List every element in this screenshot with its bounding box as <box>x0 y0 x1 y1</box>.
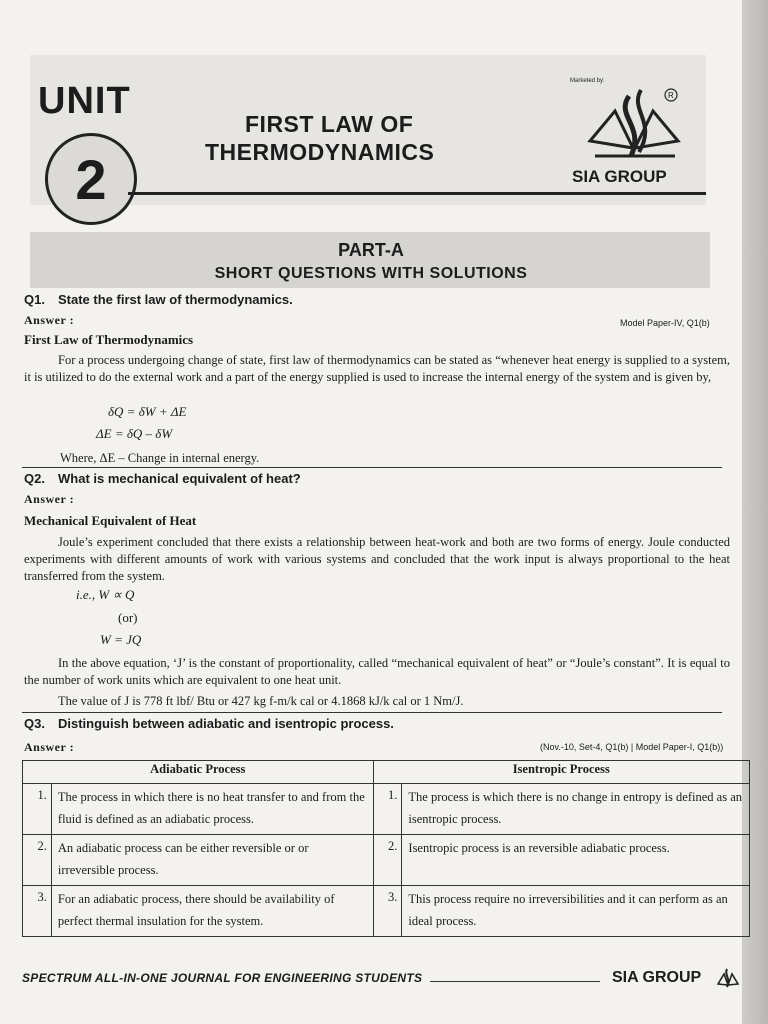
answer-label: Answer : <box>24 492 75 506</box>
question-q1 <box>24 292 293 307</box>
paragraph: In the above equation, ‘J’ is the constant of proportionality, called “mechanical equivalent of heat” or “Joule’s constant”. It is equal to the number of work units which are equivalent to one heat unit. <box>24 656 730 687</box>
paragraph: For a process undergoing change of state, first law of thermodynamics can be stated as “whenever heat energy is supplied to a system, it is utilized to do the external work and a part of the energy supplied is used to increase the internal energy of the system and is given by, <box>24 353 730 384</box>
question-text: Distinguish between adiabatic and isentropic process. <box>58 716 394 731</box>
isentropic-cell: The process is which there is no change in entropy is defined as an isentropic process. <box>402 784 750 835</box>
divider <box>22 712 722 713</box>
adiabatic-cell: For an adiabatic process, there should be availability of perfect thermal insulation for the system. <box>51 886 373 937</box>
answer-label: Answer : <box>24 740 75 754</box>
section-heading: Mechanical Equivalent of Heat <box>24 513 197 528</box>
equation: W = JQ <box>100 632 142 647</box>
isentropic-cell: Isentropic process is an reversible adiabatic process. <box>402 835 750 886</box>
table-row <box>23 886 750 937</box>
adiabatic-cell: The process in which there is no heat transfer to and from the fluid is defined as an adiabatic process. <box>51 784 373 835</box>
row-number: 1. <box>23 784 52 835</box>
equation-legend: Where, ΔE – Change in internal energy. <box>60 451 260 465</box>
part-title: PART-A <box>338 240 404 260</box>
question-number: Q2. <box>24 471 45 486</box>
row-number: 2. <box>373 835 402 886</box>
sia-logo-icon <box>716 966 740 990</box>
table-header-isentropic: Isentropic Process <box>373 761 750 784</box>
header-underline <box>128 192 706 195</box>
question-reference: Model Paper-IV, Q1(b) <box>620 318 710 328</box>
sia-logo-icon <box>585 86 685 166</box>
table-header-row <box>23 761 750 784</box>
paragraph: Joule’s experiment concluded that there exists a relationship between heat-work and both are two forms of energy. Joule conducted experiments with different amounts of work with various systems and concluded that the work input is always proportional to the heat transferred from the system. <box>24 535 730 583</box>
section-heading: First Law of Thermodynamics <box>24 332 194 347</box>
question-text: What is mechanical equivalent of heat? <box>58 471 301 486</box>
chapter-title-line1: FIRST LAW OF <box>245 111 414 137</box>
chapter-title-line2: THERMODYNAMICS <box>205 139 435 165</box>
comparison-table <box>22 760 750 937</box>
row-number: 3. <box>373 886 402 937</box>
row-number: 3. <box>23 886 52 937</box>
question-q2 <box>24 471 301 486</box>
question-text: State the first law of thermodynamics. <box>58 292 293 307</box>
unit-number-circle: 2 <box>45 133 137 225</box>
table-header-adiabatic: Adiabatic Process <box>23 761 374 784</box>
equation-or: (or) <box>118 610 138 625</box>
divider <box>22 467 722 468</box>
table-row <box>23 835 750 886</box>
svg-text:R: R <box>668 91 674 100</box>
adiabatic-cell: An adiabatic process can be either reversible or or irreversible process. <box>51 835 373 886</box>
question-reference: (Nov.-10, Set-4, Q1(b) | Model Paper-I, Q1(b)) <box>540 742 724 752</box>
unit-label: UNIT <box>38 80 131 122</box>
question-number: Q3. <box>24 716 45 731</box>
footer-rule <box>430 981 600 982</box>
question-number: Q1. <box>24 292 45 307</box>
chapter-title <box>205 110 515 166</box>
equation: i.e., W ∝ Q <box>76 587 135 602</box>
equation: δQ = δW + ΔE <box>108 404 187 419</box>
logo-marketed: Marketed by: <box>570 78 605 84</box>
isentropic-cell: This process require no irreversibilities and it can perform as an ideal process. <box>402 886 750 937</box>
part-subtitle: SHORT QUESTIONS WITH SOLUTIONS <box>214 265 528 282</box>
question-q3 <box>24 716 394 731</box>
paragraph: The value of J is 778 ft lbf/ Btu or 427 kg f-m/k cal or 4.1868 kJ/k cal or 1 Nm/J. <box>58 694 464 708</box>
footer-brand: SIA GROUP <box>612 969 702 986</box>
row-number: 1. <box>373 784 402 835</box>
logo-text: SIA GROUP <box>572 167 667 186</box>
table-row <box>23 784 750 835</box>
row-number: 2. <box>23 835 52 886</box>
footer-journal: SPECTRUM ALL-IN-ONE JOURNAL FOR ENGINEERING STUDENTS <box>22 971 423 985</box>
answer-label: Answer : <box>24 313 75 327</box>
equation: ΔE = δQ – δW <box>96 426 173 441</box>
